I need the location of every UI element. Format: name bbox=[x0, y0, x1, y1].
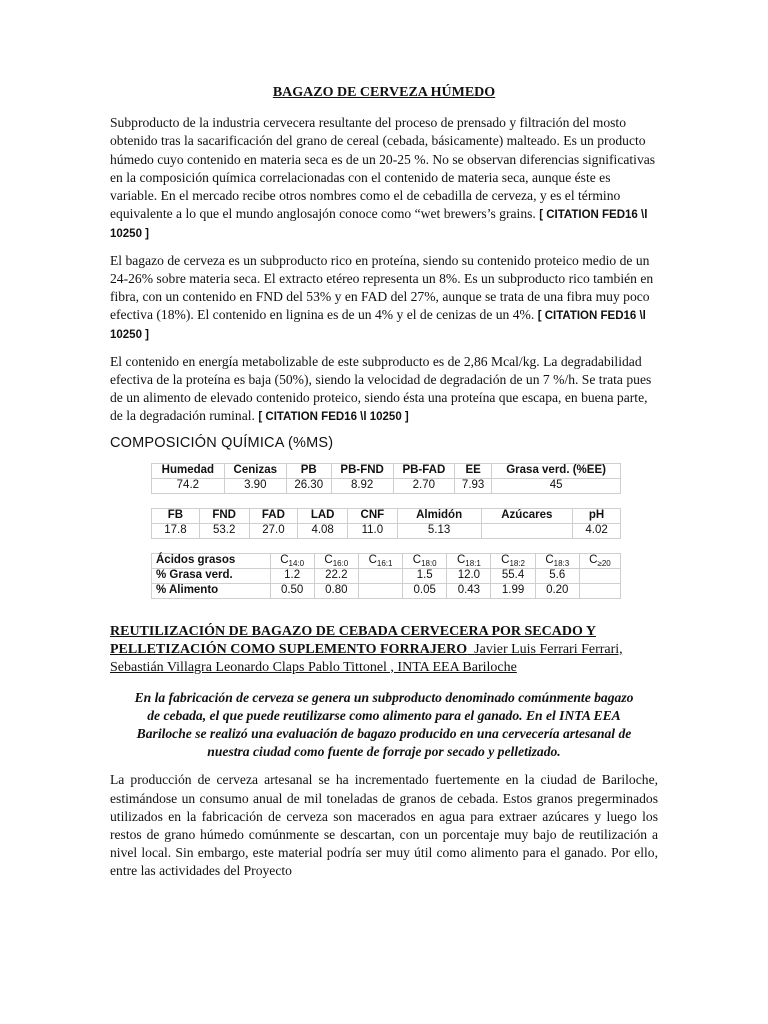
section2-body: La producción de cerveza artesanal se ha incrementado fuertemente en la ciudad de Bariloche, estimándose un consumo anual de mil toneladas de granos de cebada. Estos granos pregerminados utilizados en la fabricación de cerveza son macerados en agua para extraer azúcares y luego los restos de grano húmedo comúnmente se descartan, con un porcentaje muy bajo de reutilización a nivel local. Sin embargo, este material podría ser muy útil como alimento para el ganado. Por ello, entre las actividades del Proyecto bbox=[110, 772, 658, 879]
fatty-acids-value-cell bbox=[358, 568, 402, 583]
table2-value-cell: 27.0 bbox=[249, 523, 298, 538]
fatty-acids-value-cell: 1.2 bbox=[270, 568, 314, 583]
fatty-acid-column-header bbox=[314, 553, 358, 568]
citation-1: [ CITATION FED16 \l 10250 ] bbox=[110, 209, 648, 241]
table1-value-cell: 74.2 bbox=[152, 478, 225, 493]
table1-value-cell: 3.90 bbox=[224, 478, 286, 493]
fatty-acids-value-cell: 22.2 bbox=[314, 568, 358, 583]
fatty-acid-base: C bbox=[324, 554, 333, 567]
table1-value-cell: 45 bbox=[492, 478, 621, 493]
table2-value-cell: 4.08 bbox=[298, 523, 348, 538]
fatty-acids-value-cell: 1.5 bbox=[403, 568, 447, 583]
table2-value-cell: 4.02 bbox=[573, 523, 621, 538]
fatty-acids-value-cell: 0.43 bbox=[447, 583, 491, 598]
fatty-acid-subscript: ≥20 bbox=[597, 559, 611, 569]
fatty-acid-column-header bbox=[403, 553, 447, 568]
table2-value-cell bbox=[481, 523, 573, 538]
fatty-acid-subscript: 18:1 bbox=[465, 559, 481, 569]
fatty-acid-subscript: 18:0 bbox=[421, 559, 437, 569]
fatty-acids-value-cell bbox=[579, 583, 620, 598]
fatty-acid-base: C bbox=[280, 554, 289, 567]
table2-header-cell: Azúcares bbox=[481, 508, 573, 523]
fatty-acids-value-cell: 0.80 bbox=[314, 583, 358, 598]
table1-header-cell: Cenizas bbox=[224, 463, 286, 478]
composition-heading: COMPOSICIÓN QUÍMICA (%MS) bbox=[110, 435, 334, 452]
fatty-acid-column-header bbox=[270, 553, 314, 568]
document-title: BAGAZO DE CERVEZA HÚMEDO bbox=[272, 85, 496, 100]
fatty-acids-value-cell: 5.6 bbox=[535, 568, 579, 583]
table2-header-cell: FND bbox=[199, 508, 249, 523]
table2-header-cell: pH bbox=[573, 508, 621, 523]
citation-2: [ CITATION FED16 \l 10250 ] bbox=[110, 310, 646, 342]
section2-abstract: En la fabricación de cerveza se genera un subproducto denominado comúnmente bagazo de cebada, el que puede reutilizarse como alimento para el ganado. En el INTA EEA Bariloche se realizó una evaluación de bagazo producido en una cervecería artesanal de nuestra ciudad como fuente de forraje por secado y pelletizado. bbox=[134, 689, 634, 760]
fatty-acids-value-cell bbox=[358, 583, 402, 598]
fatty-acids-value-cell: 1.99 bbox=[491, 583, 535, 598]
fatty-acid-column-header bbox=[447, 553, 491, 568]
section2-title: REUTILIZACIÓN DE BAGAZO DE CEBADA CERVECERA POR SECADO Y PELLETIZACIÓN COMO SUPLEMENTO FORRAJERO bbox=[110, 623, 596, 657]
table1-value-cell: 8.92 bbox=[331, 478, 393, 493]
paragraph-protein-text: El bagazo de cerveza es un subproducto rico en proteína, siendo su contenido proteico medio de un 24-26% sobre materia seca. El extracto etéreo representa un 8%. Es un subproducto rico también en fibra, con un contenido en FND del 53% y en FAD del 27%, aunque se trata de una fibra muy poco efectiva (18%). El contenido en lignina es de un 4% y el de cenizas de un 4%. bbox=[110, 252, 654, 323]
fatty-acid-column-header bbox=[491, 553, 535, 568]
fatty-acids-table bbox=[151, 553, 621, 599]
table2-header-cell: LAD bbox=[298, 508, 348, 523]
table2-header-cell: Almidón bbox=[397, 508, 481, 523]
table1-header-cell: PB bbox=[286, 463, 331, 478]
fatty-acid-base: C bbox=[412, 554, 422, 567]
table1-value-cell: 7.93 bbox=[455, 478, 492, 493]
paragraph-energy-text: El contenido en energía metabolizable de este subproducto es de 2,86 Mcal/kg. La degradabilidad efectiva de la proteína es baja (50%), siendo la velocidad de degradación de un 7 %/h. Se trata pues de un alimento de elevado contenido proteico, siendo ésta una proteína que escapa, en buena parte, de la degradación ruminal. bbox=[110, 353, 652, 424]
table2-header-cell: FB bbox=[152, 508, 200, 523]
fatty-acids-row bbox=[152, 583, 621, 598]
fatty-acid-column-header bbox=[579, 553, 620, 568]
fatty-acids-value-cell bbox=[579, 568, 620, 583]
fatty-acid-base: C bbox=[368, 554, 377, 567]
document-page bbox=[110, 84, 658, 889]
fatty-acids-value-cell: 0.50 bbox=[270, 583, 314, 598]
fatty-acid-base: C bbox=[501, 554, 510, 567]
table2-header-cell: FAD bbox=[249, 508, 298, 523]
fatty-acid-subscript: 16:0 bbox=[332, 559, 349, 569]
fatty-acid-column-header bbox=[535, 553, 579, 568]
table1-header-cell: EE bbox=[455, 463, 492, 478]
fatty-acids-corner-cell: Ácidos grasos bbox=[152, 553, 271, 568]
section2-heading bbox=[110, 623, 658, 677]
fatty-acids-row bbox=[152, 568, 621, 583]
table1-value-cell: 2.70 bbox=[393, 478, 454, 493]
table2-value-cell: 5.13 bbox=[397, 523, 481, 538]
table1-header-cell: Humedad bbox=[152, 463, 225, 478]
fatty-acid-base: C bbox=[589, 554, 598, 567]
table2-value-cell: 17.8 bbox=[152, 523, 200, 538]
fatty-acids-value-cell: 0.20 bbox=[535, 583, 579, 598]
table2-value-cell: 11.0 bbox=[348, 523, 398, 538]
paragraph-intro-text: Subproducto de la industria cervecera resultante del proceso de prensado y filtración del mosto obtenido tras la sacarificación del grano de cereal (cebada, básicamente) malteado. Es un producto húmedo cuyo contenido en materia seca es de un 20-25 %. No se observan diferencias significativas en la composición química correlacionadas con el contenido de materia seca, aunque éste es variable. En el mercado recibe otros nombres como el de cebadilla de cerveza, y es el término equivalente a lo que el mundo anglosajón conoce como “wet brewers’s grains. bbox=[110, 115, 656, 222]
table1-header-cell: Grasa verd. (%EE) bbox=[492, 463, 621, 478]
fatty-acid-subscript: 18:3 bbox=[553, 559, 570, 569]
paragraph-intro bbox=[110, 114, 658, 243]
fatty-acids-value-cell: 12.0 bbox=[447, 568, 491, 583]
section2-authors: Javier Luis Ferrari Ferrari, Sebastián Villagra Leonardo Claps Pablo Tittonel , INTA EEA Bariloche bbox=[110, 641, 623, 675]
fatty-acids-row-label: % Grasa verd. bbox=[152, 568, 271, 583]
composition-table-2 bbox=[151, 508, 621, 539]
table2-value-cell: 53.2 bbox=[199, 523, 249, 538]
composition-table-1 bbox=[151, 463, 621, 494]
table1-header-cell: PB-FAD bbox=[393, 463, 454, 478]
fatty-acid-base: C bbox=[456, 554, 466, 567]
paragraph-protein bbox=[110, 252, 658, 345]
fatty-acid-column-header bbox=[358, 553, 402, 568]
table1-header-cell: PB-FND bbox=[331, 463, 393, 478]
fatty-acid-subscript: 16:1 bbox=[376, 559, 393, 569]
paragraph-energy bbox=[110, 353, 658, 427]
fatty-acids-value-cell: 0.05 bbox=[403, 583, 447, 598]
fatty-acid-subscript: 14:0 bbox=[288, 559, 305, 569]
fatty-acids-value-cell: 55.4 bbox=[491, 568, 535, 583]
table1-value-cell: 26.30 bbox=[286, 478, 331, 493]
table2-header-cell: CNF bbox=[348, 508, 398, 523]
fatty-acid-base: C bbox=[545, 554, 554, 567]
citation-3: [ CITATION FED16 \l 10250 ] bbox=[258, 411, 409, 424]
fatty-acids-row-label: % Alimento bbox=[152, 583, 271, 598]
fatty-acid-subscript: 18:2 bbox=[509, 559, 526, 569]
